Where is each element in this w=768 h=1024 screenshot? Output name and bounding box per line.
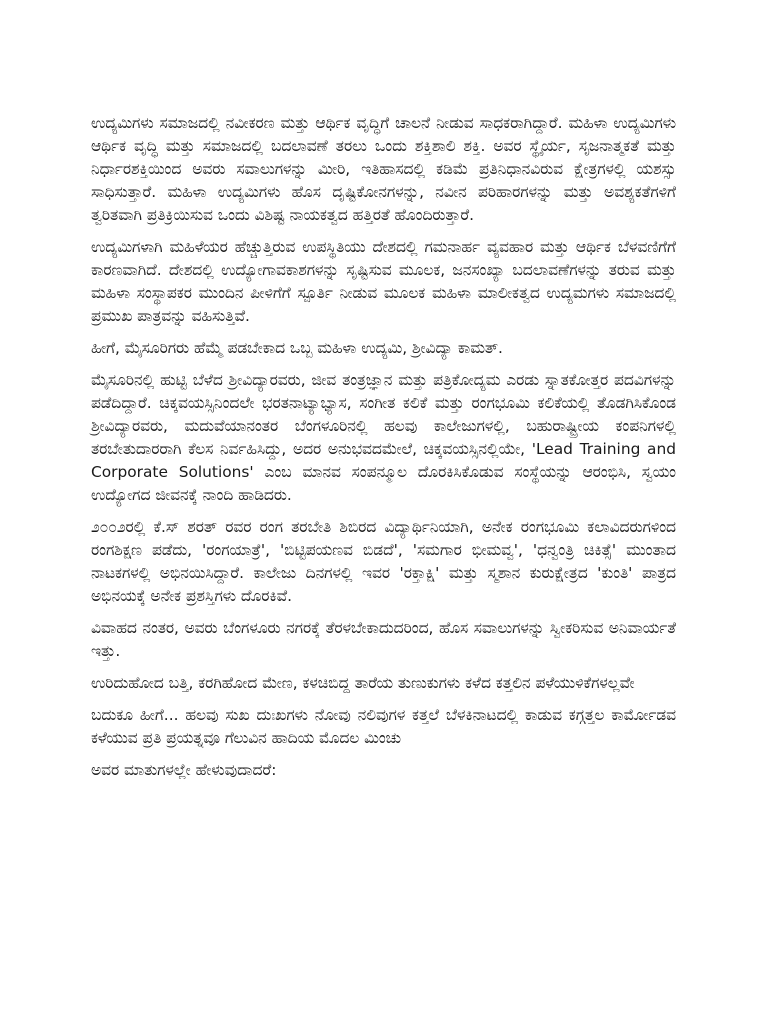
paragraph-poem-1: ಉರಿದುಹೋದ ಬತ್ತಿ, ಕರಗಿಹೋದ ಮೇಣ, ಕಳಚಿಬಿದ್ದ ತಾರೆಯ ತುಣುಕುಗಳು ಕಳೆದ ಕತ್ತಲಿನ ಪಳೆಯುಳಿಕೆಗಳಲ್ಲವೇ bbox=[91, 674, 635, 692]
paragraph-quote-intro: ಅವರ ಮಾತುಗಳಲ್ಲೇ ಹೇಳುವುದಾದರೆ: bbox=[91, 761, 277, 779]
paragraph-srividya-intro: ಹೀಗೆ, ಮೈಸೂರಿಗರು ಹೆಮ್ಮೆ ಪಡಬೇಕಾದ ಒಬ್ಬ ಮಹಿಳಾ ಉದ್ಯಮಿ, ಶ್ರೀವಿದ್ಯಾ ಕಾಮತ್. bbox=[91, 339, 503, 357]
paragraph-poem-2: ಬದುಕೂ ಹೀಗೆ... ಹಲವು ಸುಖ ದುಃಖಗಳು ನೋವು ನಲಿವುಗಳ ಕತ್ತಲೆ ಬೆಳಕಿನಾಟದಲ್ಲಿ ಕಾಡುವ ಕಗ್ಗತ್ತಲ ಕಾರ್ಮೋಡವ ಕಳೆಯುವ ಪ್ರತಿ ಪ್ರಯತ್ನವೂ ಗೆಲುವಿನ ಹಾದಿಯ ಮೊದಲ ಮಿಂಚು bbox=[91, 706, 676, 747]
paragraph-biography: ಮೈಸೂರಿನಲ್ಲಿ ಹುಟ್ಟಿ ಬೆಳೆದ ಶ್ರೀವಿದ್ಯಾರವರು, ಜೀವ ತಂತ್ರಜ್ಞಾನ ಮತ್ತು ಪತ್ರಿಕೋದ್ಯಮ ಎರಡು ಸ್ನಾತಕೋತ್ತರ ಪದವಿಗಳನ್ನು ಪಡೆದಿದ್ದಾರೆ. ಚಿಕ್ಕವಯಸ್ಸಿನಿಂದಲೇ ಭರತನಾಟ್ಯಾಭ್ಯಾಸ, ಸಂಗೀತ ಕಲಿಕೆ ಮತ್ತು ರಂಗಭೂಮಿ ಕಲಿಕೆಯಲ್ಲಿ ತೊಡಗಿಸಿಕೊಂಡ ಶ್ರೀವಿದ್ಯಾರವರು, ಮದುವೆಯಾನಂತರ ಬೆಂಗಳೂರಿನಲ್ಲಿ ಹಲವು ಕಾಲೇಜುಗಳಲ್ಲಿ, ಬಹುರಾಷ್ಟ್ರೀಯ ಕಂಪನಿಗಳಲ್ಲಿ ತರಬೇತುದಾರರಾಗಿ ಕೆಲಸ ನಿರ್ವಹಿಸಿದ್ದು, ಅದರ ಅನುಭವದಮೇಲೆ, ಚಿಕ್ಕವಯಸ್ಸಿನಲ್ಲಿಯೇ, 'Lead Training and Corporate Solutions' ಎಂಬ ಮಾನವ ಸಂಪನ್ಮೂಲ ದೊರಕಿಸಿಕೊಡುವ ಸಂಸ್ಥೆಯನ್ನು ಆರಂಭಿಸಿ, ಸ್ವಯಂ ಉದ್ಯೋಗದ ಜೀವನಕ್ಕೆ ನಾಂದಿ ಹಾಡಿದರು. bbox=[91, 371, 676, 504]
paragraph-theatre: ೨೦೦೨ರಲ್ಲಿ ಕೆ.ಸ್ ಶರತ್ ರವರ ರಂಗ ತರಬೇತಿ ಶಿಬಿರದ ವಿದ್ಯಾರ್ಥಿನಿಯಾಗಿ, ಅನೇಕ ರಂಗಭೂಮಿ ಕಲಾವಿದರುಗಳಿಂದ ರಂಗಶಿಕ್ಷಣ ಪಡೆದು, 'ರಂಗಯಾತ್ರೆ', 'ಬಿಟ್ಟಿಪಯಣವ ಬಿಡದೆ', 'ಸಮಗಾರ ಭೀಮವ್ವ', 'ಧನ್ವಂತ್ರಿ ಚಿಕಿತ್ಸೆ' ಮುಂತಾದ ನಾಟಕಗಳಲ್ಲಿ ಅಭಿನಯಿಸಿದ್ದಾರೆ. ಕಾಲೇಜು ದಿನಗಳಲ್ಲಿ ಇವರ 'ರಕ್ತಾಕ್ಷಿ' ಮತ್ತು ಸ್ಮಶಾನ ಕುರುಕ್ಷೇತ್ರದ 'ಕುಂತಿ' ಪಾತ್ರದ ಅಭಿನಯಕ್ಕೆ ಅನೇಕ ಪ್ರಶಸ್ತಿಗಳು ದೊರಕಿವೆ. bbox=[91, 518, 676, 605]
paragraph-intro: ಉದ್ಯಮಿಗಳು ಸಮಾಜದಲ್ಲಿ ನವೀಕರಣ ಮತ್ತು ಆರ್ಥಿಕ ವೃದ್ಧಿಗೆ ಚಾಲನೆ ನೀಡುವ ಸಾಧಕರಾಗಿದ್ದಾರೆ. ಮಹಿಳಾ ಉದ್ಯಮಿಗಳು ಆರ್ಥಿಕ ವೃದ್ಧಿ ಮತ್ತು ಸಮಾಜದಲ್ಲಿ ಬದಲಾವಣೆ ತರಲು ಒಂದು ಶಕ್ತಿಶಾಲಿ ಶಕ್ತಿ. ಅವರ ಸ್ಥೈರ್ಯ, ಸೃಜನಾತ್ಮಕತೆ ಮತ್ತು ನಿರ್ಧಾರಶಕ್ತಿಯಿಂದ ಅವರು ಸವಾಲುಗಳನ್ನು ಮೀರಿ, ಇತಿಹಾಸದಲ್ಲಿ ಕಡಿಮೆ ಪ್ರತಿನಿಧಾನವಿರುವ ಕ್ಷೇತ್ರಗಳಲ್ಲಿ ಯಶಸ್ಸು ಸಾಧಿಸುತ್ತಾರೆ. ಮಹಿಳಾ ಉದ್ಯಮಿಗಳು ಹೊಸ ದೃಷ್ಟಿಕೋನಗಳನ್ನು, ನವೀನ ಪರಿಹಾರಗಳನ್ನು ಮತ್ತು ಅವಶ್ಯಕತೆಗಳಿಗೆ ತ್ವರಿತವಾಗಿ ಪ್ರತಿಕ್ರಿಯಿಸುವ ಒಂದು ವಿಶಿಷ್ಟ ನಾಯಕತ್ವದ ಹತ್ತಿರತೆ ಹೊಂದಿರುತ್ತಾರೆ. bbox=[91, 114, 676, 224]
document-body bbox=[91, 112, 676, 791]
paragraph-marriage: ವಿವಾಹದ ನಂತರ, ಅವರು ಬೆಂಗಳೂರು ನಗರಕ್ಕೆ ತೆರಳಬೇಕಾದುದರಿಂದ, ಹೊಸ ಸವಾಲುಗಳನ್ನು ಸ್ವೀಕರಿಸುವ ಅನಿವಾರ್ಯತೆ ಇತ್ತು. bbox=[91, 619, 676, 660]
paragraph-women-entrepreneurs: ಉದ್ಯಮಿಗಳಾಗಿ ಮಹಿಳೆಯರ ಹೆಚ್ಚುತ್ತಿರುವ ಉಪಸ್ಥಿತಿಯು ದೇಶದಲ್ಲಿ ಗಮನಾರ್ಹ ವ್ಯವಹಾರ ಮತ್ತು ಆರ್ಥಿಕ ಬೆಳವಣಿಗೆಗೆ ಕಾರಣವಾಗಿದೆ. ದೇಶದಲ್ಲಿ ಉದ್ಯೋಗಾವಕಾಶಗಳನ್ನು ಸೃಷ್ಟಿಸುವ ಮೂಲಕ, ಜನಸಂಖ್ಯಾ ಬದಲಾವಣೆಗಳನ್ನು ತರುವ ಮತ್ತು ಮಹಿಳಾ ಸಂಸ್ಥಾಪಕರ ಮುಂದಿನ ಪೀಳಿಗೆಗೆ ಸ್ಪೂರ್ತಿ ನೀಡುವ ಮೂಲಕ ಮಹಿಳಾ ಮಾಲೀಕತ್ವದ ಉದ್ಯಮಗಳು ಸಮಾಜದಲ್ಲಿ ಪ್ರಮುಖ ಪಾತ್ರವನ್ನು ವಹಿಸುತ್ತಿವೆ. bbox=[91, 238, 676, 325]
